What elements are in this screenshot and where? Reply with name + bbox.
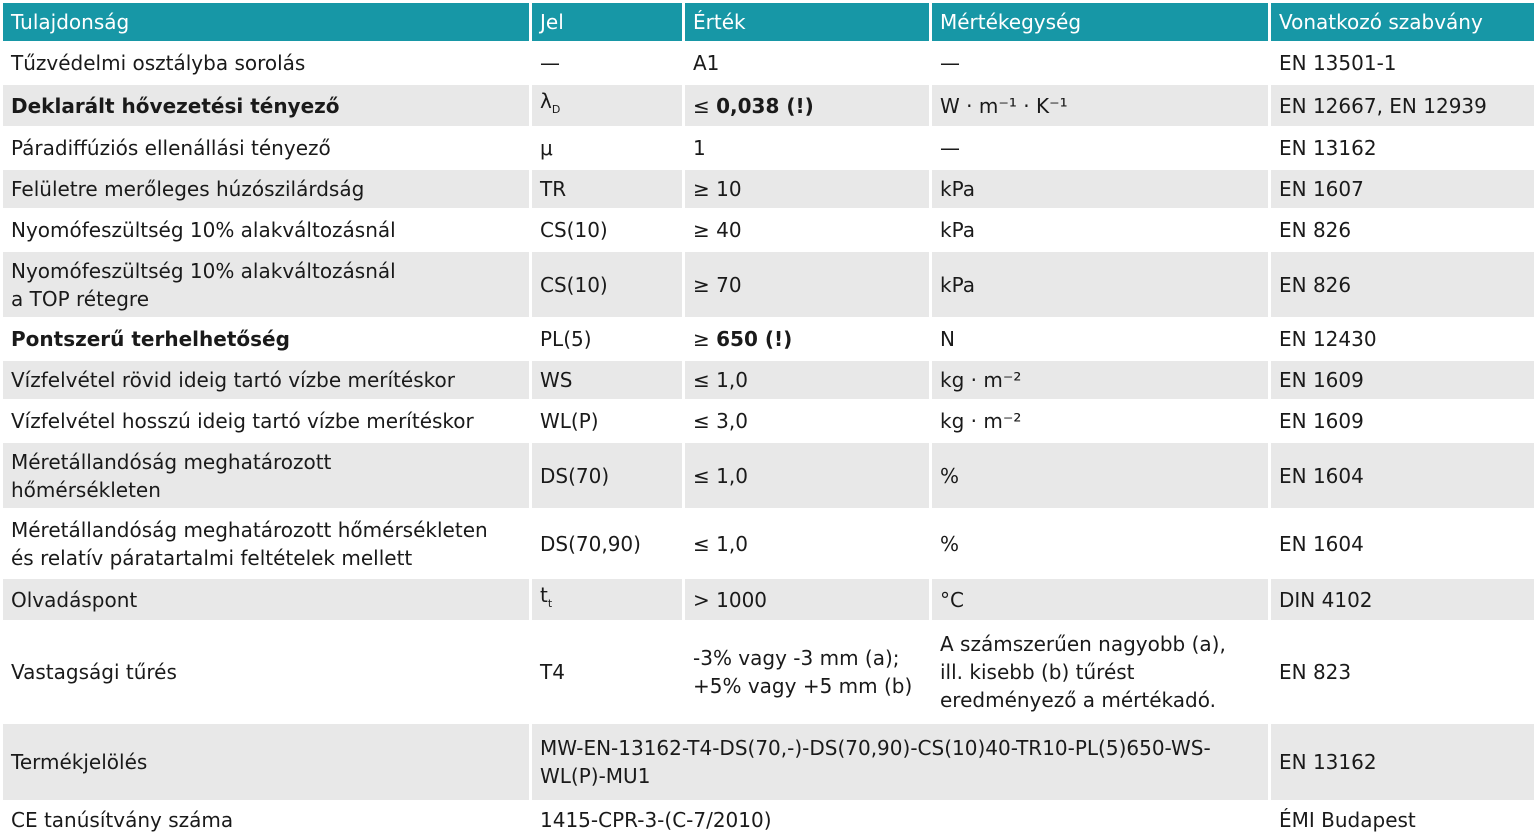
standard-cell: ÉMI Budapest (1271, 803, 1534, 836)
table-row (3, 211, 1534, 249)
standard-cell: DIN 4102 (1271, 579, 1534, 620)
table-row (3, 803, 1534, 836)
symbol-text: λ (540, 89, 552, 113)
unit-cell: kPa (932, 170, 1268, 208)
product-code-cell (532, 724, 1268, 800)
value-text: 650 (!) (716, 327, 793, 351)
value-prefix: ≥ (693, 327, 717, 351)
property-line: Nyomófeszültség 10% alakváltozásnál (11, 258, 396, 283)
symbol-cell (532, 85, 682, 126)
standard-cell: EN 13501-1 (1271, 44, 1534, 82)
unit-cell: N (932, 320, 1268, 358)
symbol-cell: DS(70) (532, 443, 682, 508)
table-row (3, 129, 1534, 167)
symbol-cell (532, 579, 682, 620)
header-property: Tulajdonság (3, 3, 529, 41)
value-cell: ≤ 1,0 (685, 361, 929, 399)
table-row (3, 402, 1534, 440)
property-cell: Termékjelölés (3, 724, 529, 800)
product-code-line: WL(P)-MU1 (540, 764, 651, 788)
value-text: 0,038 (!) (716, 93, 814, 118)
property-line: Méretállandóság meghatározott hőmérsékleten (11, 517, 488, 542)
property-cell: Nyomófeszültség 10% alakváltozásnál (3, 211, 529, 249)
symbol-cell: CS(10) (532, 211, 682, 249)
property-cell: Vízfelvétel rövid ideig tartó vízbe merítéskor (3, 361, 529, 399)
unit-line: ill. kisebb (b) tűrést (940, 660, 1135, 684)
symbol-cell: T4 (532, 623, 682, 721)
standard-cell: EN 13162 (1271, 129, 1534, 167)
value-cell: A1 (685, 44, 929, 82)
product-code-line: MW-EN-13162-T4-DS(70,-)-DS(70,90)-CS(10)40-TR10-PL(5)650-WS- (540, 736, 1211, 760)
value-cell: 1 (685, 129, 929, 167)
header-row (3, 3, 1534, 41)
table-row (3, 320, 1534, 358)
unit-line: A számszerűen nagyobb (a), (940, 632, 1226, 656)
symbol-cell: DS(70,90) (532, 511, 682, 576)
symbol-cell: — (532, 44, 682, 82)
unit-line: eredményező a mértékadó. (940, 688, 1216, 712)
property-cell: Felületre merőleges húzószilárdság (3, 170, 529, 208)
unit-cell: kg · m⁻² (932, 402, 1268, 440)
unit-cell: — (932, 129, 1268, 167)
unit-cell (932, 623, 1268, 721)
value-cell (685, 85, 929, 126)
standard-cell: EN 1604 (1271, 443, 1534, 508)
property-line: Méretállandóság meghatározott (11, 449, 332, 474)
table-row (3, 443, 1534, 508)
standard-cell: EN 12430 (1271, 320, 1534, 358)
standard-cell: EN 823 (1271, 623, 1534, 721)
value-cell: ≥ 40 (685, 211, 929, 249)
value-cell: ≤ 1,0 (685, 443, 929, 508)
value-prefix: ≤ (693, 93, 717, 118)
standard-cell: EN 13162 (1271, 724, 1534, 800)
certificate-number-cell: 1415-CPR-3-(C-7/2010) (532, 803, 1268, 836)
standard-cell: EN 1609 (1271, 361, 1534, 399)
property-line: a TOP rétegre (11, 286, 150, 311)
symbol-text: t (540, 583, 548, 607)
unit-cell: kPa (932, 252, 1268, 317)
unit-cell: % (932, 511, 1268, 576)
symbol-cell: μ (532, 129, 682, 167)
table-row (3, 623, 1534, 721)
unit-cell: — (932, 44, 1268, 82)
property-line: és relatív páratartalmi feltételek mellett (11, 545, 413, 570)
symbol-cell: CS(10) (532, 252, 682, 317)
standard-cell: EN 826 (1271, 211, 1534, 249)
header-value: Érték (685, 3, 929, 41)
value-cell: ≤ 3,0 (685, 402, 929, 440)
table-row (3, 170, 1534, 208)
symbol-cell: TR (532, 170, 682, 208)
header-standard: Vonatkozó szabvány (1271, 3, 1534, 41)
property-cell (3, 443, 529, 508)
symbol-subscript: t (547, 597, 553, 610)
standard-cell: EN 826 (1271, 252, 1534, 317)
standard-cell: EN 1609 (1271, 402, 1534, 440)
unit-cell: % (932, 443, 1268, 508)
standard-cell: EN 12667, EN 12939 (1271, 85, 1534, 126)
table-row (3, 361, 1534, 399)
value-cell (685, 623, 929, 721)
symbol-cell: WS (532, 361, 682, 399)
value-cell: ≥ 10 (685, 170, 929, 208)
standard-cell: EN 1604 (1271, 511, 1534, 576)
property-cell: Olvadáspont (3, 579, 529, 620)
symbol-cell: PL(5) (532, 320, 682, 358)
property-cell: Pontszerű terhelhetőség (3, 320, 529, 358)
unit-cell: kg · m⁻² (932, 361, 1268, 399)
property-cell (3, 511, 529, 576)
symbol-subscript: D (551, 103, 561, 116)
standard-cell: EN 1607 (1271, 170, 1534, 208)
header-symbol: Jel (532, 3, 682, 41)
table-row (3, 511, 1534, 576)
header-unit: Mértékegység (932, 3, 1268, 41)
property-cell: CE tanúsítvány száma (3, 803, 529, 836)
value-line: -3% vagy -3 mm (a); (693, 646, 900, 670)
property-cell: Tűzvédelmi osztályba sorolás (3, 44, 529, 82)
property-cell: Deklarált hővezetési tényező (3, 85, 529, 126)
unit-cell: W · m⁻¹ · K⁻¹ (932, 85, 1268, 126)
table-row (3, 252, 1534, 317)
property-cell: Páradiffúziós ellenállási tényező (3, 129, 529, 167)
value-line: +5% vagy +5 mm (b) (693, 674, 913, 698)
property-cell: Vastagsági tűrés (3, 623, 529, 721)
unit-cell: kPa (932, 211, 1268, 249)
table-row (3, 724, 1534, 800)
value-cell (685, 320, 929, 358)
value-cell: ≥ 70 (685, 252, 929, 317)
symbol-cell: WL(P) (532, 402, 682, 440)
property-cell: Vízfelvétel hosszú ideig tartó vízbe merítéskor (3, 402, 529, 440)
value-cell: > 1000 (685, 579, 929, 620)
table-row (3, 579, 1534, 620)
property-line: hőmérsékleten (11, 477, 161, 502)
table-row (3, 44, 1534, 82)
property-cell (3, 252, 529, 317)
unit-cell: °C (932, 579, 1268, 620)
value-cell: ≤ 1,0 (685, 511, 929, 576)
table-row (3, 85, 1534, 126)
